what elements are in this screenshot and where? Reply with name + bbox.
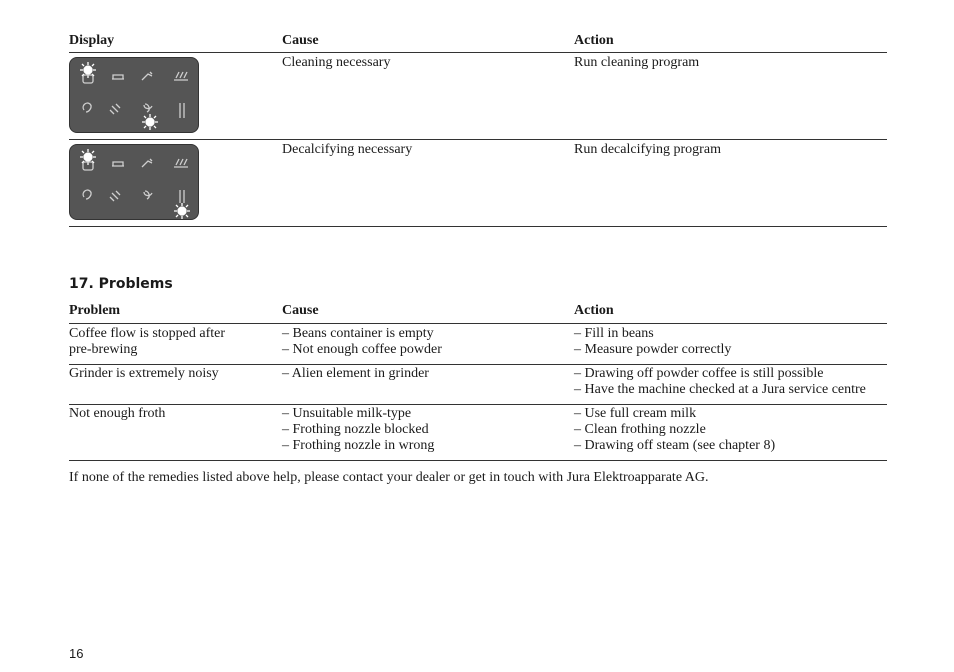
action-line: – Clean frothing nozzle xyxy=(574,422,706,437)
cause-decalcifying: Decalcifying necessary xyxy=(282,142,413,157)
action-line: – Measure powder correctly xyxy=(574,342,732,357)
action-cell xyxy=(574,366,866,398)
row-rule xyxy=(69,364,887,365)
grinder-icon xyxy=(110,191,120,201)
action-cleaning: Run cleaning program xyxy=(574,55,700,70)
problem-cell xyxy=(69,326,225,358)
header-rule xyxy=(69,323,887,324)
cause-line: – Not enough coffee powder xyxy=(282,342,442,357)
cup-small-icon xyxy=(112,75,124,79)
spoon-icon xyxy=(142,72,152,80)
display-panel-cleaning xyxy=(69,57,199,133)
steam-icon xyxy=(174,159,188,167)
cause-line: – Alien element in grinder xyxy=(282,366,429,381)
header-action: Action xyxy=(574,303,614,318)
problem-line: Coffee flow is stopped after xyxy=(69,326,226,341)
action-decalcifying: Run decalcifying program xyxy=(574,142,721,157)
row-rule xyxy=(69,226,887,227)
sun-icon xyxy=(174,203,190,219)
fan-icon xyxy=(144,191,152,199)
cause-cell xyxy=(282,326,442,358)
action-line: – Drawing off steam (see chapter 8) xyxy=(574,438,776,453)
footer-note: If none of the remedies listed above help, please contact your dealer or get in touch with Jura Elektroapparate AG. xyxy=(69,470,709,485)
cause-cell xyxy=(282,366,429,382)
spoon-icon xyxy=(142,159,152,167)
action-line: – Have the machine checked at a Jura service centre xyxy=(574,382,866,397)
cause-line: – Beans container is empty xyxy=(282,326,434,341)
cup-small-icon xyxy=(112,162,124,166)
action-line: – Drawing off powder coffee is still possible xyxy=(574,366,824,381)
fan-icon xyxy=(144,104,152,112)
sun-icon xyxy=(142,114,158,130)
cause-line: – Unsuitable milk-type xyxy=(282,406,412,421)
header-cause: Cause xyxy=(282,303,319,318)
page-number: 16 xyxy=(69,646,84,661)
problem-line: Grinder is extremely noisy xyxy=(69,366,219,381)
section-title: 17. Problems xyxy=(69,276,173,292)
row-rule xyxy=(69,460,887,461)
leaf-icon xyxy=(83,103,91,112)
cause-cell xyxy=(282,406,434,454)
header-cause: Cause xyxy=(282,33,319,48)
tube-icon xyxy=(180,190,184,203)
problem-cell xyxy=(69,406,165,422)
cause-line: – Frothing nozzle in wrong xyxy=(282,438,435,453)
panel-icons-decalcifying xyxy=(70,145,200,221)
leaf-icon xyxy=(83,190,91,199)
action-line: – Fill in beans xyxy=(574,326,654,341)
row-rule xyxy=(69,404,887,405)
cause-cleaning: Cleaning necessary xyxy=(282,55,391,70)
problem-line: pre-brewing xyxy=(69,342,138,357)
panel-icons-cleaning xyxy=(70,58,200,134)
header-rule xyxy=(69,52,887,53)
problem-line: Not enough froth xyxy=(69,406,166,421)
grinder-icon xyxy=(110,104,120,114)
header-problem: Problem xyxy=(69,303,121,318)
tube-icon xyxy=(180,103,184,118)
problem-cell xyxy=(69,366,219,382)
action-line: – Use full cream milk xyxy=(574,406,697,421)
display-panel-decalcifying xyxy=(69,144,199,220)
action-cell xyxy=(574,406,775,454)
steam-icon xyxy=(174,72,188,80)
action-cell xyxy=(574,326,731,358)
header-action: Action xyxy=(574,33,614,48)
header-display: Display xyxy=(69,33,115,48)
row-rule xyxy=(69,139,887,140)
cause-line: – Frothing nozzle blocked xyxy=(282,422,429,437)
